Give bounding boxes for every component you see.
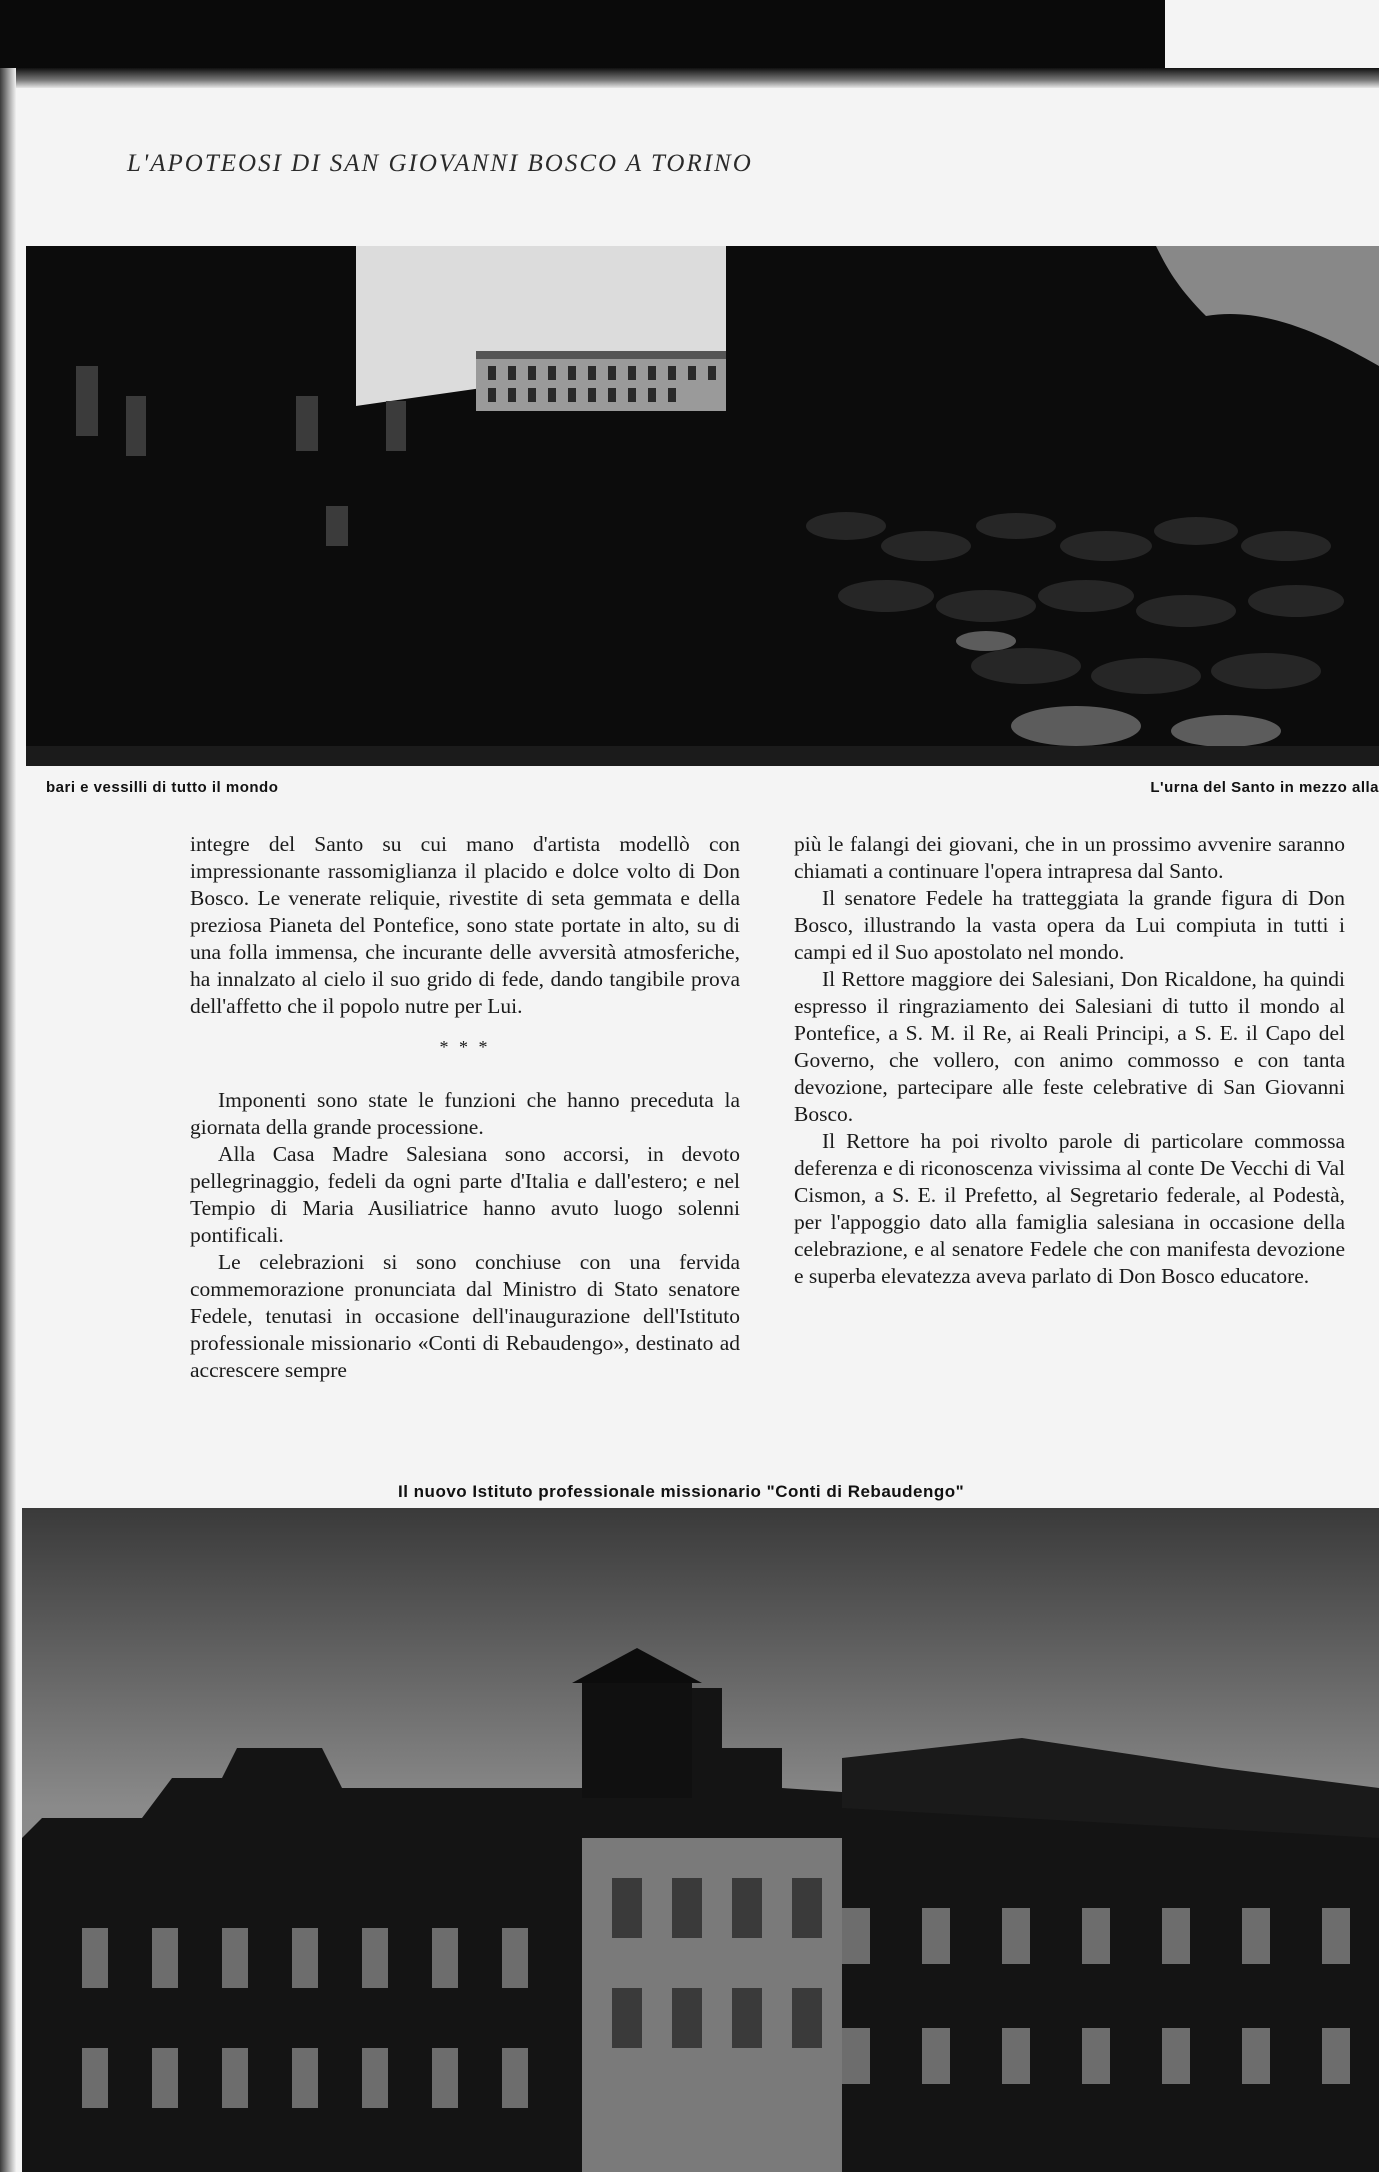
paragraph: Il Rettore maggiore dei Salesiani, Don Ricaldone, ha quindi espresso il ringraziamento dei Salesiani di tutto il mondo al Pontefice, a S. M. il Re, ai Reali Principi, a S. E. il Capo del Governo, che vollero, con animo commosso e con tanta devozione, partecipare alle feste celebrative di San Giovanni Bosco. <box>794 967 1345 1126</box>
procession-photo <box>26 246 1379 766</box>
paragraph: Alla Casa Madre Salesiana sono accorsi, in devoto pellegrinaggio, fedeli da ogni parte d'Italia e dall'estero; e nel Tempio di Maria Ausiliatrice hanno avuto luogo solenni pontificali. <box>190 1142 740 1247</box>
photo-caption-bottom: Il nuovo Istituto professionale missionario "Conti di Rebaudengo" <box>398 1482 965 1501</box>
paragraph: Imponenti sono state le funzioni che hanno preceduta la giornata della grande processione. <box>190 1088 740 1139</box>
article-right-column <box>794 831 1345 1290</box>
running-title: L'APOTEOSI DI SAN GIOVANNI BOSCO A TORINO <box>127 150 753 177</box>
section-separator: * * * <box>439 1037 491 1057</box>
scan-border-top <box>0 0 1165 68</box>
institute-photo <box>22 1508 1379 2172</box>
paragraph: integre del Santo su cui mano d'artista modellò con impressionante rassomiglianza il placido e dolce volto di Don Bosco. Le venerate reliquie, rivestite di seta gemmata e della preziosa Pianeta del Pontefice, sono state portate in alto, su di una folla immensa, che incurante delle avversità atmosferiche, ha innalzato al cielo il suo grido di fede, dando tangibile prova dell'affetto che il popolo nutre per Lui. <box>190 832 740 1018</box>
paragraph: Il Rettore ha poi rivolto parole di particolare commossa deferenza e di riconoscenza vivissima al conte De Vecchi di Val Cismon, a S. E. il Prefetto, al Segretario federale, al Podestà, per l'appoggio dato alla famiglia salesiana in occasione della celebrazione, e al senatore Fedele che con manifesta devozione e superba elevatezza aveva parlato di Don Bosco educatore. <box>794 1129 1345 1288</box>
article-left-column <box>190 831 740 1384</box>
scan-border-left <box>0 68 16 2172</box>
paragraph: Il senatore Fedele ha tratteggiata la grande figura di Don Bosco, illustrando la vasta opera da Lui compiuta in tutti i campi ed il Suo apostolato nel mondo. <box>794 886 1345 964</box>
photo-caption-right: L'urna del Santo in mezzo alla <box>1150 779 1379 796</box>
paragraph: più le falangi dei giovani, che in un prossimo avvenire saranno chiamati a continuare l'opera intrapresa dal Santo. <box>794 832 1345 883</box>
scan-shadow <box>0 68 1379 88</box>
photo-caption-left: bari e vessilli di tutto il mondo <box>46 779 279 796</box>
paragraph: Le celebrazioni si sono conchiuse con una fervida commemorazione pronunciata dal Ministro di Stato senatore Fedele, tenutasi in occasione dell'inaugurazione dell'Istituto professionale missionario «Conti di Rebaudengo», destinato ad accrescere sempre <box>190 1250 740 1382</box>
